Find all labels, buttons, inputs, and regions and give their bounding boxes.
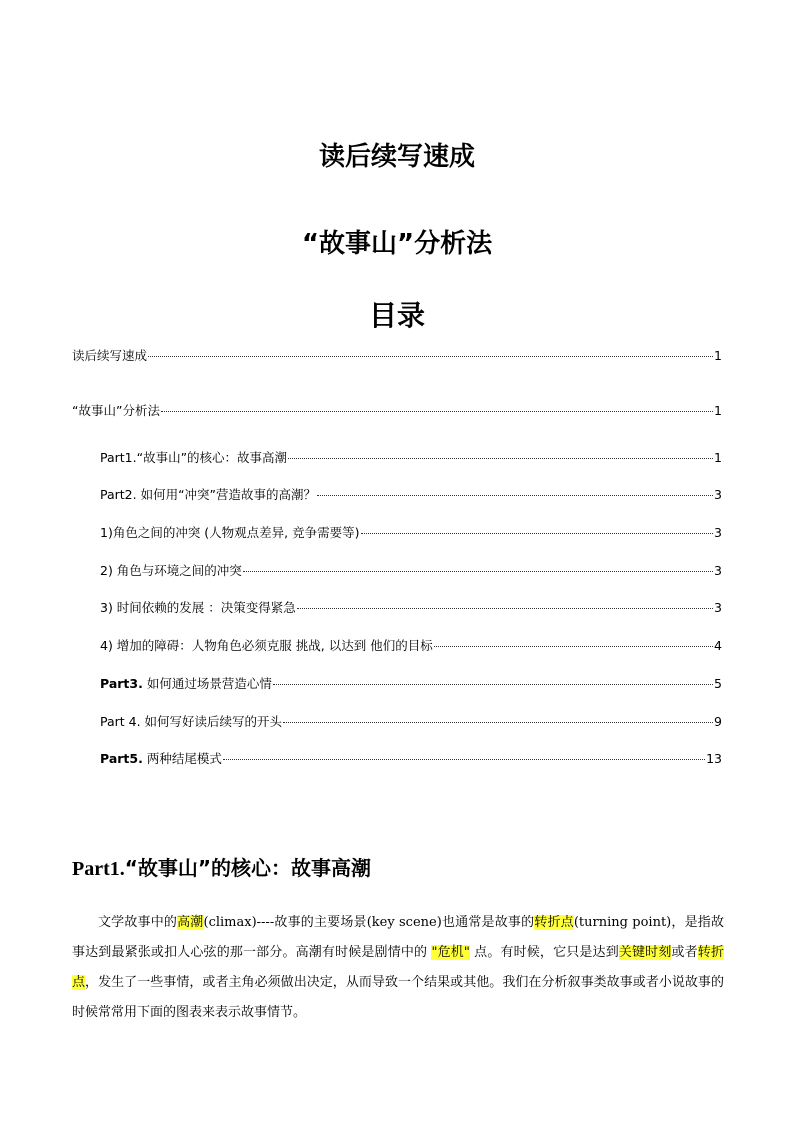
toc-entry[interactable] bbox=[100, 598, 722, 616]
toc-entry[interactable] bbox=[100, 712, 722, 730]
highlighted-term: 转折点 bbox=[72, 945, 724, 990]
toc-entry[interactable] bbox=[100, 485, 722, 503]
toc-entry[interactable] bbox=[100, 749, 722, 767]
document-subtitle: “故事山”分析法 bbox=[301, 229, 493, 259]
document-title: 读后续写速成 bbox=[318, 142, 475, 172]
highlighted-term: "危机" bbox=[431, 945, 470, 960]
toc-entry-page: 9 bbox=[714, 714, 722, 729]
toc-entry-page: 3 bbox=[714, 525, 722, 540]
toc-entry-label-bold: Part5. bbox=[100, 751, 143, 766]
toc-entry[interactable] bbox=[100, 636, 722, 654]
toc-leader-dots bbox=[223, 759, 705, 760]
toc-leader-dots bbox=[297, 608, 713, 609]
toc-entry[interactable] bbox=[72, 346, 722, 364]
toc-entry-label-rest: 两种结尾模式 bbox=[142, 751, 222, 766]
toc-entry-label-rest: 如何通过场景营造心情 bbox=[142, 676, 272, 691]
toc-leader-dots bbox=[283, 722, 713, 723]
highlighted-term: 转折点 bbox=[534, 915, 574, 930]
toc-entry-page: 1 bbox=[714, 450, 722, 465]
toc-entry-label: Part2. 如何用“冲突”营造故事的高潮？ bbox=[100, 487, 317, 502]
toc-entry-label: 读后续写速成 bbox=[72, 348, 148, 363]
toc-entry-label: Part1.“故事山”的核心：故事高潮 bbox=[100, 450, 288, 465]
toc-leader-dots bbox=[273, 684, 713, 685]
toc-entry-label: 3) 时间依赖的发展 ：决策变得紧急 bbox=[100, 600, 296, 615]
toc-entry[interactable] bbox=[100, 448, 722, 466]
toc-leader-dots bbox=[288, 458, 713, 459]
para-text: ，发生了一些事情，或者主角必须做出决定，从而导致一个结果或其他。我们在分析叙事类故事或者小说故事的时候常常用下面的图表来表示故事情节。 bbox=[72, 975, 724, 1020]
toc-entry-page: 1 bbox=[714, 403, 722, 418]
para-text: 或者 bbox=[671, 945, 698, 960]
toc-entry[interactable] bbox=[100, 523, 722, 541]
toc-entry[interactable] bbox=[100, 561, 722, 579]
toc-entry-page: 3 bbox=[714, 563, 722, 578]
toc-entry-page: 13 bbox=[706, 751, 722, 766]
toc-entry-label: “故事山”分析法 bbox=[72, 403, 160, 418]
section-heading-number: Part1. bbox=[72, 858, 125, 880]
toc-entry-page: 1 bbox=[714, 348, 722, 363]
highlighted-term: 关键时刻 bbox=[618, 945, 672, 960]
body-paragraph bbox=[72, 908, 724, 1028]
toc-entry-label: Part 4. 如何写好读后续写的开头 bbox=[100, 714, 283, 729]
toc-entry-label bbox=[100, 674, 272, 692]
toc-entry-label: 1)角色之间的冲突 (人物观点差异, 竞争需要等) bbox=[100, 525, 360, 540]
toc-entry-page: 3 bbox=[714, 600, 722, 615]
toc-entry[interactable] bbox=[100, 674, 722, 692]
para-text: 文学故事中的 bbox=[98, 915, 178, 930]
toc-heading: 目录 bbox=[368, 299, 425, 332]
toc-leader-dots bbox=[361, 533, 714, 534]
toc-leader-dots bbox=[148, 356, 713, 357]
toc-entry-label bbox=[100, 749, 222, 767]
highlighted-term: 高潮 bbox=[177, 915, 204, 930]
toc-leader-dots bbox=[161, 411, 713, 412]
para-text: (climax)----故事的主要场景(key scene)也通常是故事的 bbox=[203, 915, 535, 930]
toc-entry-page: 5 bbox=[714, 676, 722, 691]
para-text: 点。有时候，它只是达到 bbox=[469, 945, 619, 960]
section-heading bbox=[72, 852, 371, 881]
toc-entry-page: 3 bbox=[714, 487, 722, 502]
toc-leader-dots bbox=[243, 571, 713, 572]
toc-entry-label: 4) 增加的障碍：人物角色必须克服 挑战, 以达到 他们的目标 bbox=[100, 638, 433, 653]
toc-entry[interactable] bbox=[72, 401, 722, 419]
para-text: (turning point)，是指故事达到最紧张或扣人心弦的那一部分。高潮有时候是剧情中的 bbox=[72, 915, 724, 960]
section-heading-text: “故事山”的核心：故事高潮 bbox=[124, 856, 372, 880]
toc-leader-dots bbox=[317, 495, 713, 496]
toc-entry-label-bold: Part3. bbox=[100, 676, 143, 691]
toc-leader-dots bbox=[434, 646, 713, 647]
toc-entry-label: 2) 角色与环境之间的冲突 bbox=[100, 563, 242, 578]
toc-entry-page: 4 bbox=[714, 638, 722, 653]
